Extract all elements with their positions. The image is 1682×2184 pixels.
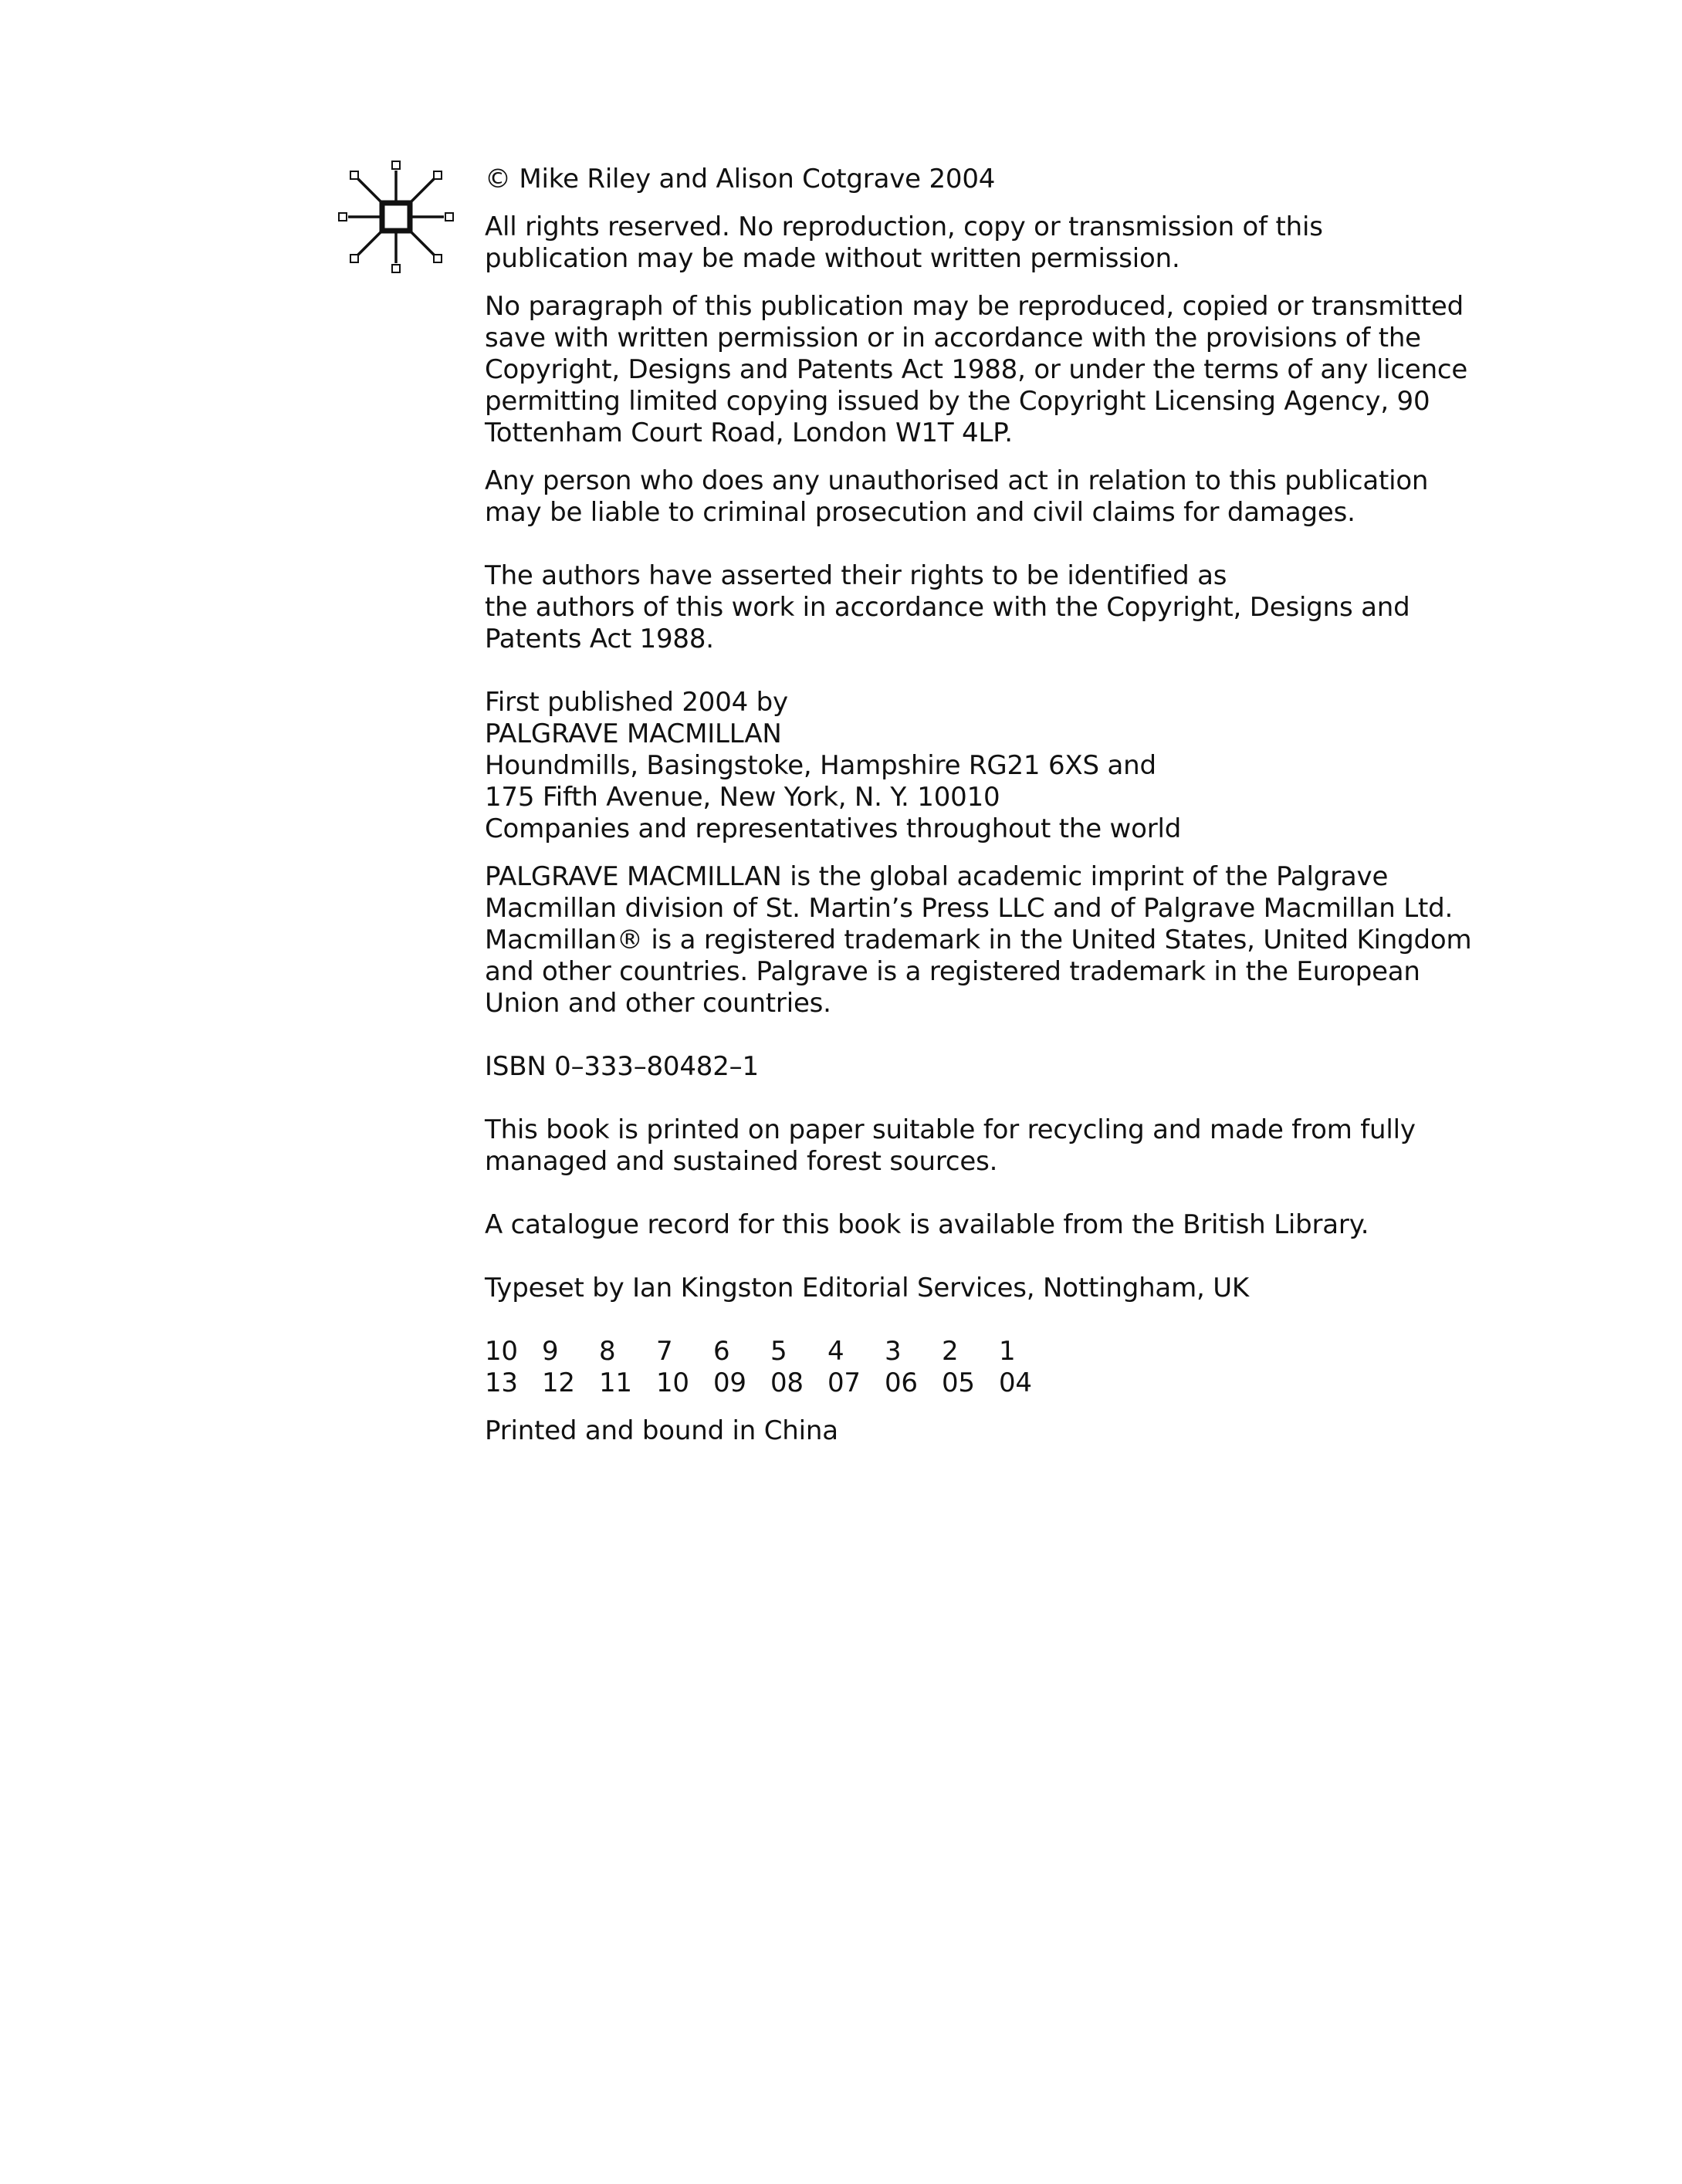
imprint-trademark-notice: PALGRAVE MACMILLAN is the global academic imprint of the Palgrave Macmillan division of St. Martin’s Press LLC and of Palgrave Macmillan Ltd. Macmillan® is a registered trademark in the United States, United Kingdom and other countries. Palgrave is a registered trademark in the European Union and other countries. xyxy=(485,861,1472,1019)
year-number: 10 xyxy=(656,1368,689,1398)
rights-reserved-paragraph: All rights reserved. No reproduction, copy or transmission of this publication may be made without written permission. xyxy=(485,211,1323,274)
isbn: ISBN 0–333–80482–1 xyxy=(485,1051,759,1082)
printing-number: 6 xyxy=(713,1336,730,1367)
year-numbers-row xyxy=(485,1368,1643,1399)
printing-number: 10 xyxy=(485,1336,518,1367)
publisher-logo-icon xyxy=(337,158,455,276)
year-number: 09 xyxy=(713,1368,746,1398)
year-number: 13 xyxy=(485,1368,518,1398)
year-number: 08 xyxy=(770,1368,804,1398)
printing-number: 4 xyxy=(827,1336,844,1367)
year-number: 04 xyxy=(999,1368,1032,1398)
authors-asserted-notice: The authors have asserted their rights to be identified as the authors of this work in accordance with the Copyright, Designs and Patents Act 1988. xyxy=(485,560,1410,654)
printing-numbers-row xyxy=(485,1336,1643,1368)
printing-number: 7 xyxy=(656,1336,673,1367)
publisher-address: First published 2004 by PALGRAVE MACMILLAN Houndmills, Basingstoke, Hampshire RG21 6XS and 175 Fifth Avenue, New York, N. Y. 10010 Companies and representatives throughout the world xyxy=(485,687,1182,844)
printing-number: 3 xyxy=(885,1336,902,1367)
paper-notice: This book is printed on paper suitable for recycling and made from fully managed and sustained forest sources. xyxy=(485,1114,1416,1177)
year-number: 12 xyxy=(542,1368,575,1398)
copyright-line: © Mike Riley and Alison Cotgrave 2004 xyxy=(485,164,996,194)
typeset-credit: Typeset by Ian Kingston Editorial Services, Nottingham, UK xyxy=(485,1273,1249,1303)
year-number: 05 xyxy=(942,1368,975,1398)
palgrave-star-logo-icon xyxy=(337,158,455,276)
copyright-page-text xyxy=(485,164,1643,1447)
printed-location: Printed and bound in China xyxy=(485,1415,838,1446)
printing-number: 2 xyxy=(942,1336,959,1367)
unauthorised-act-notice: Any person who does any unauthorised act in relation to this publication may be liable to criminal prosecution and civil claims for damages. xyxy=(485,465,1429,528)
printing-number: 9 xyxy=(542,1336,559,1367)
printing-number: 8 xyxy=(599,1336,616,1367)
printing-number: 1 xyxy=(999,1336,1016,1367)
no-paragraph-notice: No paragraph of this publication may be reproduced, copied or transmitted save with written permission or in accordance with the provisions of the Copyright, Designs and Patents Act 1988, or under the terms of any licence permitting limited copying issued by the Copyright Licensing Agency, 90 Tottenham Court Road, London W1T 4LP. xyxy=(485,291,1468,448)
catalogue-record-notice: A catalogue record for this book is available from the British Library. xyxy=(485,1209,1369,1240)
printing-number: 5 xyxy=(770,1336,787,1367)
year-number: 06 xyxy=(885,1368,918,1398)
year-number: 07 xyxy=(827,1368,861,1398)
year-number: 11 xyxy=(599,1368,632,1398)
